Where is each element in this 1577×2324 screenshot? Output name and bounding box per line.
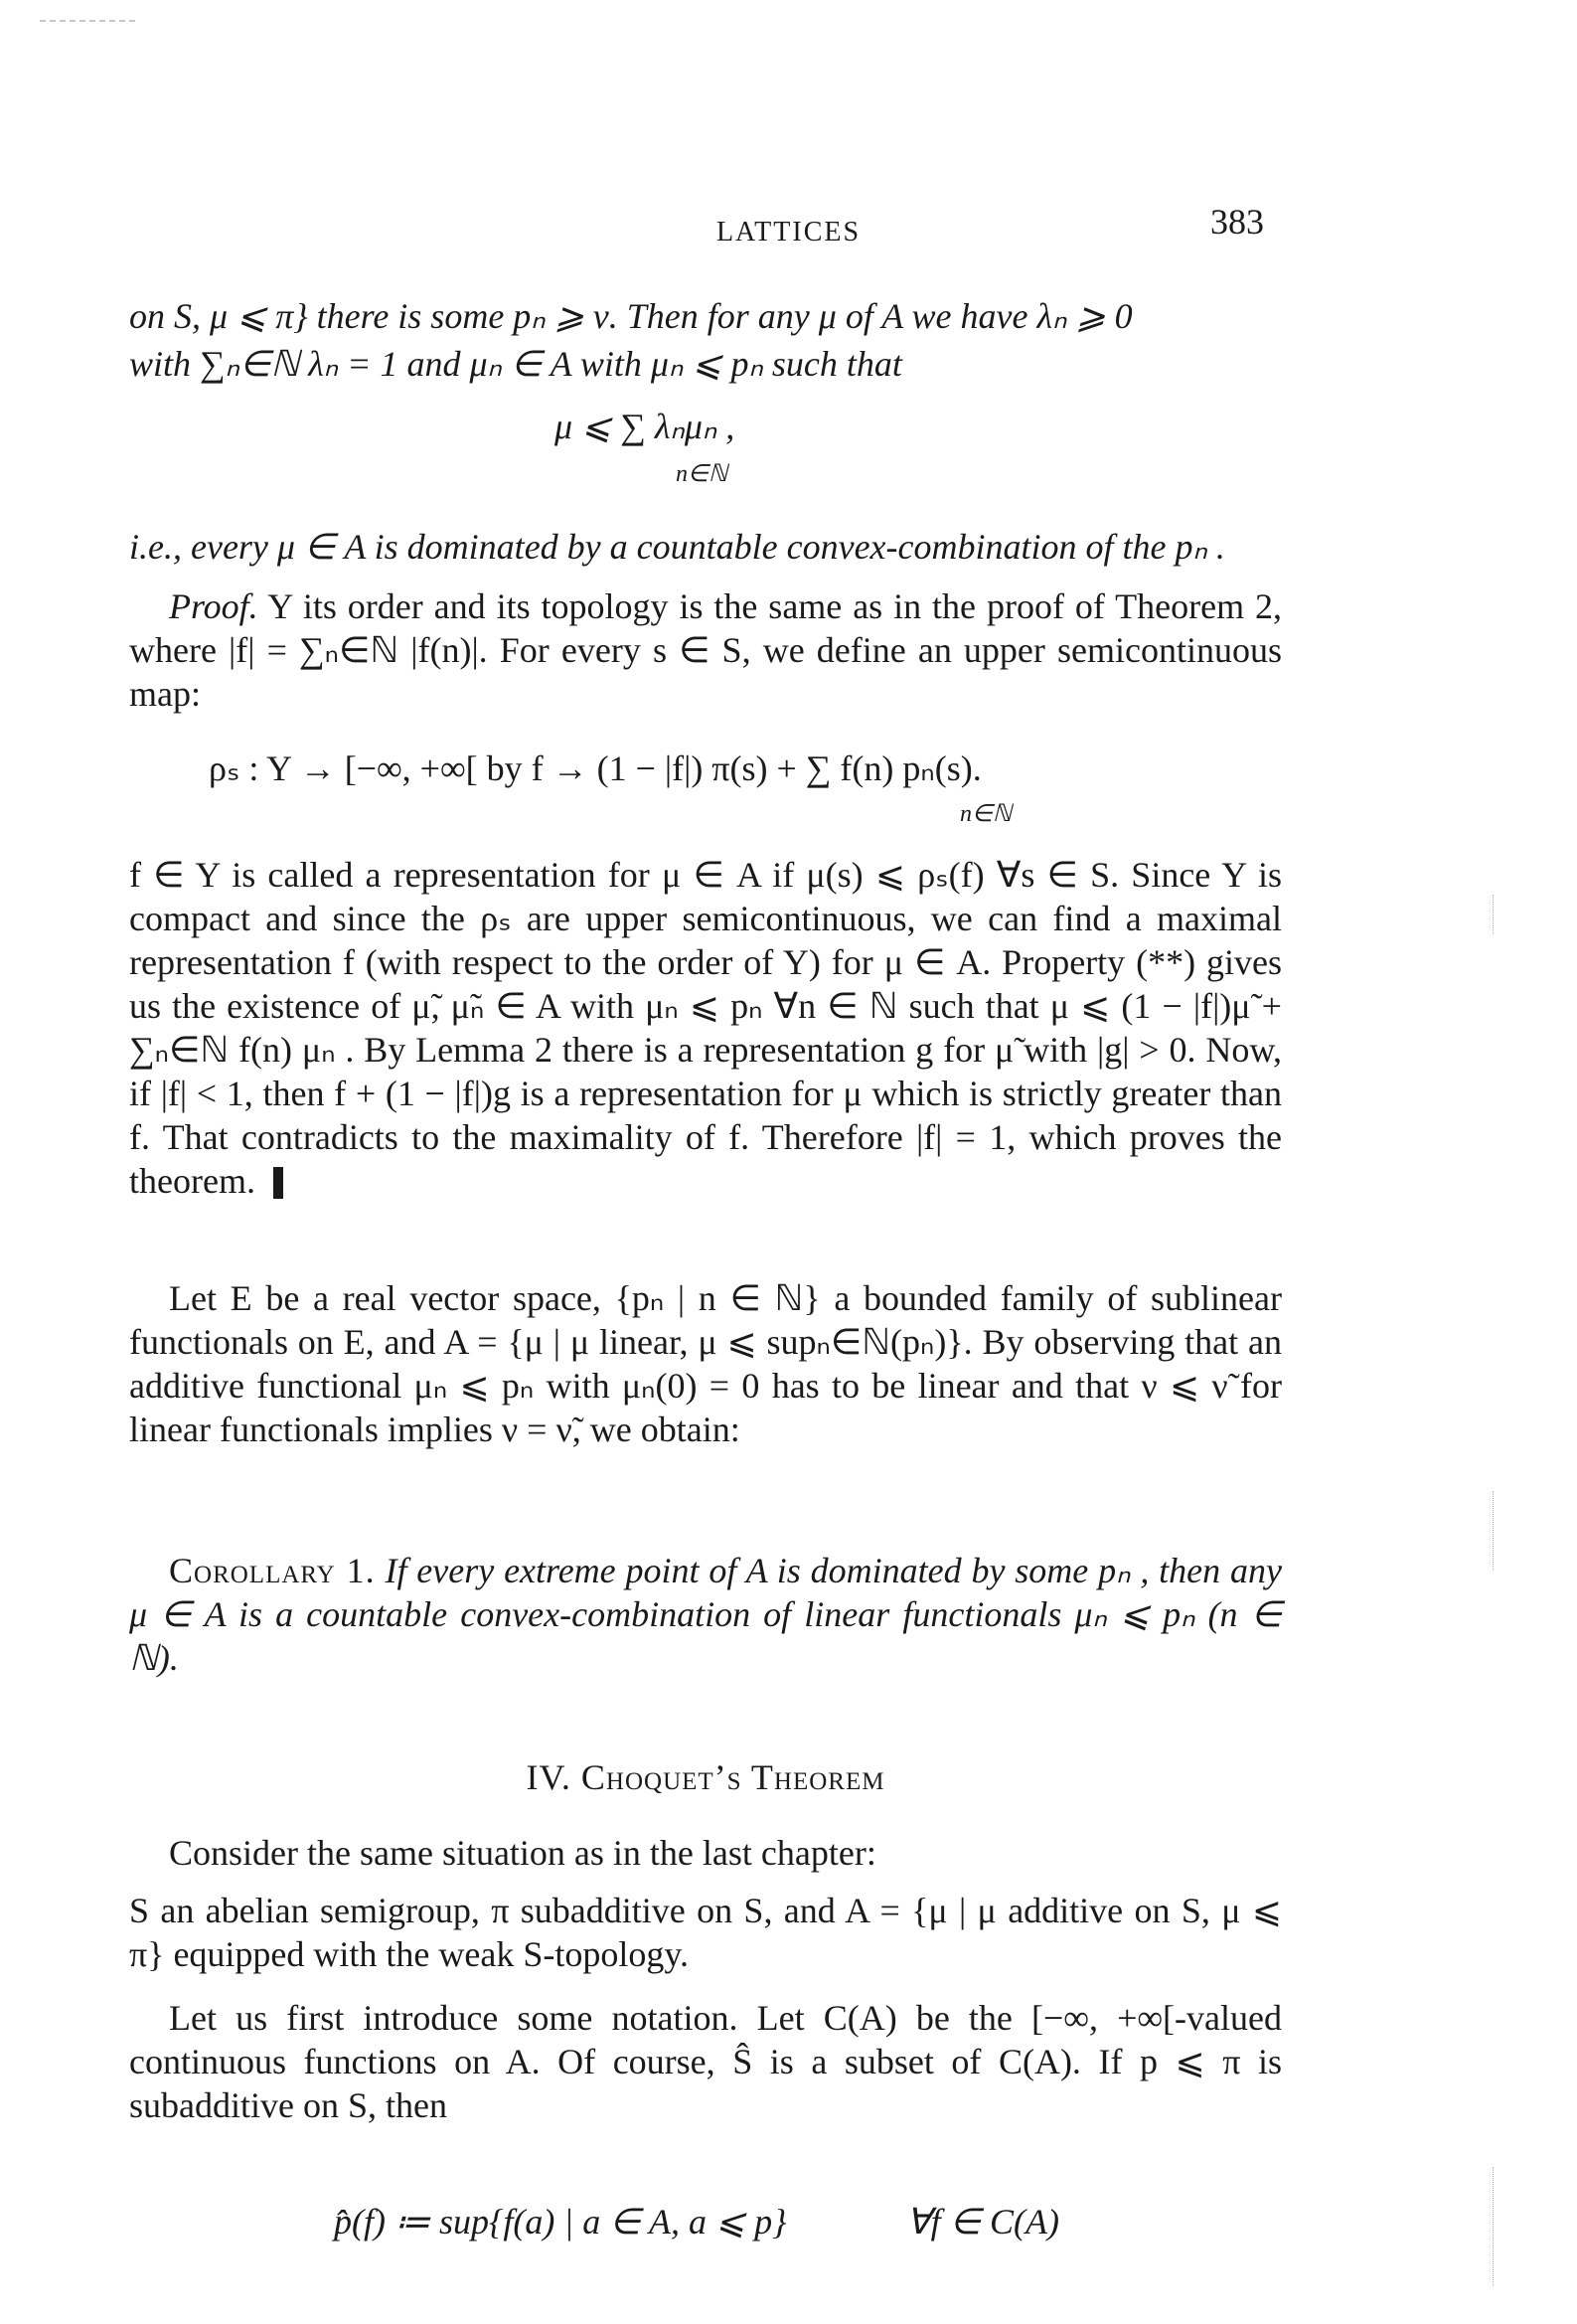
corollary-label: Corollary 1. [169, 1551, 376, 1590]
corollary-paragraph [129, 1549, 1282, 1680]
proof-display-map: ρₛ : Y → [−∞, +∞[ by f → (1 − |f|) π(s) + ∑ f(n) pₙ(s). [209, 748, 982, 788]
section-paragraph-1: Consider the same situation as in the last chapter: [169, 1833, 876, 1873]
qed-square-icon [273, 1167, 283, 1199]
margin-scan-line [1493, 1491, 1494, 1571]
theorem-display-subscript: n∈ℕ [676, 461, 728, 487]
page-number: 383 [1210, 202, 1264, 242]
margin-scan-line [1493, 895, 1494, 934]
running-title: LATTICES [715, 217, 862, 248]
sup-definition-equation: p̂(f) ≔ sup{f(a) | a ∈ A, a ⩽ p} [334, 2202, 787, 2241]
theorem-text-line-2: with ∑ₙ∈ℕ λₙ = 1 and μₙ ∈ A with μₙ ⩽ pₙ such that [129, 344, 902, 384]
scan-artifact-mark [40, 18, 139, 24]
theorem-display-equation: μ ⩽ ∑ λₙμₙ , [554, 407, 735, 446]
sup-definition-quantifier: ∀f ∈ C(A) [906, 2202, 1059, 2241]
proof-text: Y its order and its topology is the same as in the proof of Theorem 2, where |f| = ∑ₙ∈ℕ |f(n)|. For every s ∈ S, we define an upper semicontinuous map: [129, 586, 1282, 714]
proof-display-subscript: n∈ℕ [960, 801, 1013, 827]
proof-body-paragraph [129, 853, 1282, 1203]
section-paragraph-2: S an abelian semigroup, π subadditive on S, and A = {μ | μ additive on S, μ ⩽ π} equipped with the weak S-topology. [129, 1891, 1282, 1974]
proof-paragraph [129, 584, 1282, 716]
margin-scan-line [1493, 2167, 1494, 2286]
proof-body-text: f ∈ Y is called a representation for μ ∈ A if μ(s) ⩽ ρₛ(f) ∀s ∈ S. Since Y is compact and since the ρₛ are upper semicontinuous, we can find a maximal representation f (with respect to the order of Y) for μ ∈ A. Property (**) gives us the existence of μ̃, μ̃ₙ ∈ A with μₙ ⩽ pₙ ∀n ∈ ℕ such that μ ⩽ (1 − |f|)μ̃ + ∑ₙ∈ℕ f(n) μₙ . By Lemma 2 there is a representation g for μ̃ with |g| > 0. Now, if |f| < 1, then f + (1 − |f|)g is a representation for μ which is strictly greater than f. That contradicts to the maximality of f. Therefore |f| = 1, which proves the theorem. [129, 855, 1282, 1201]
theorem-text-line-3: i.e., every μ ∈ A is dominated by a countable convex-combination of the pₙ . [129, 527, 1225, 567]
section-heading: IV. Choquet’s Theorem [526, 1757, 885, 1797]
theorem-text-line-1: on S, μ ⩽ π} there is some pₙ ⩾ ν. Then for any μ of A we have λₙ ⩾ 0 [129, 296, 1133, 336]
corollary-text: If every extreme point of A is dominated by some pₙ , then any μ ∈ A is a countable convex-combination of linear functionals μₙ ⩽ pₙ (n ∈ ℕ). [129, 1551, 1282, 1678]
proof-label: Proof. [169, 586, 258, 626]
vector-space-paragraph: Let E be a real vector space, {pₙ | n ∈ ℕ} a bounded family of sublinear functionals on E, and A = {μ | μ linear, μ ⩽ supₙ∈ℕ(pₙ)}. By observing that an additive functional μₙ ⩽ pₙ with μₙ(0) = 0 has to be linear and that ν ⩽ ν̃ for linear functionals implies ν = ν̃, we obtain: [129, 1278, 1282, 1449]
section-paragraph-3: Let us first introduce some notation. Let C(A) be the [−∞, +∞[-valued continuous functions on A. Of course, Ŝ is a subset of C(A). If p ⩽ π is subadditive on S, then [129, 1998, 1282, 2125]
